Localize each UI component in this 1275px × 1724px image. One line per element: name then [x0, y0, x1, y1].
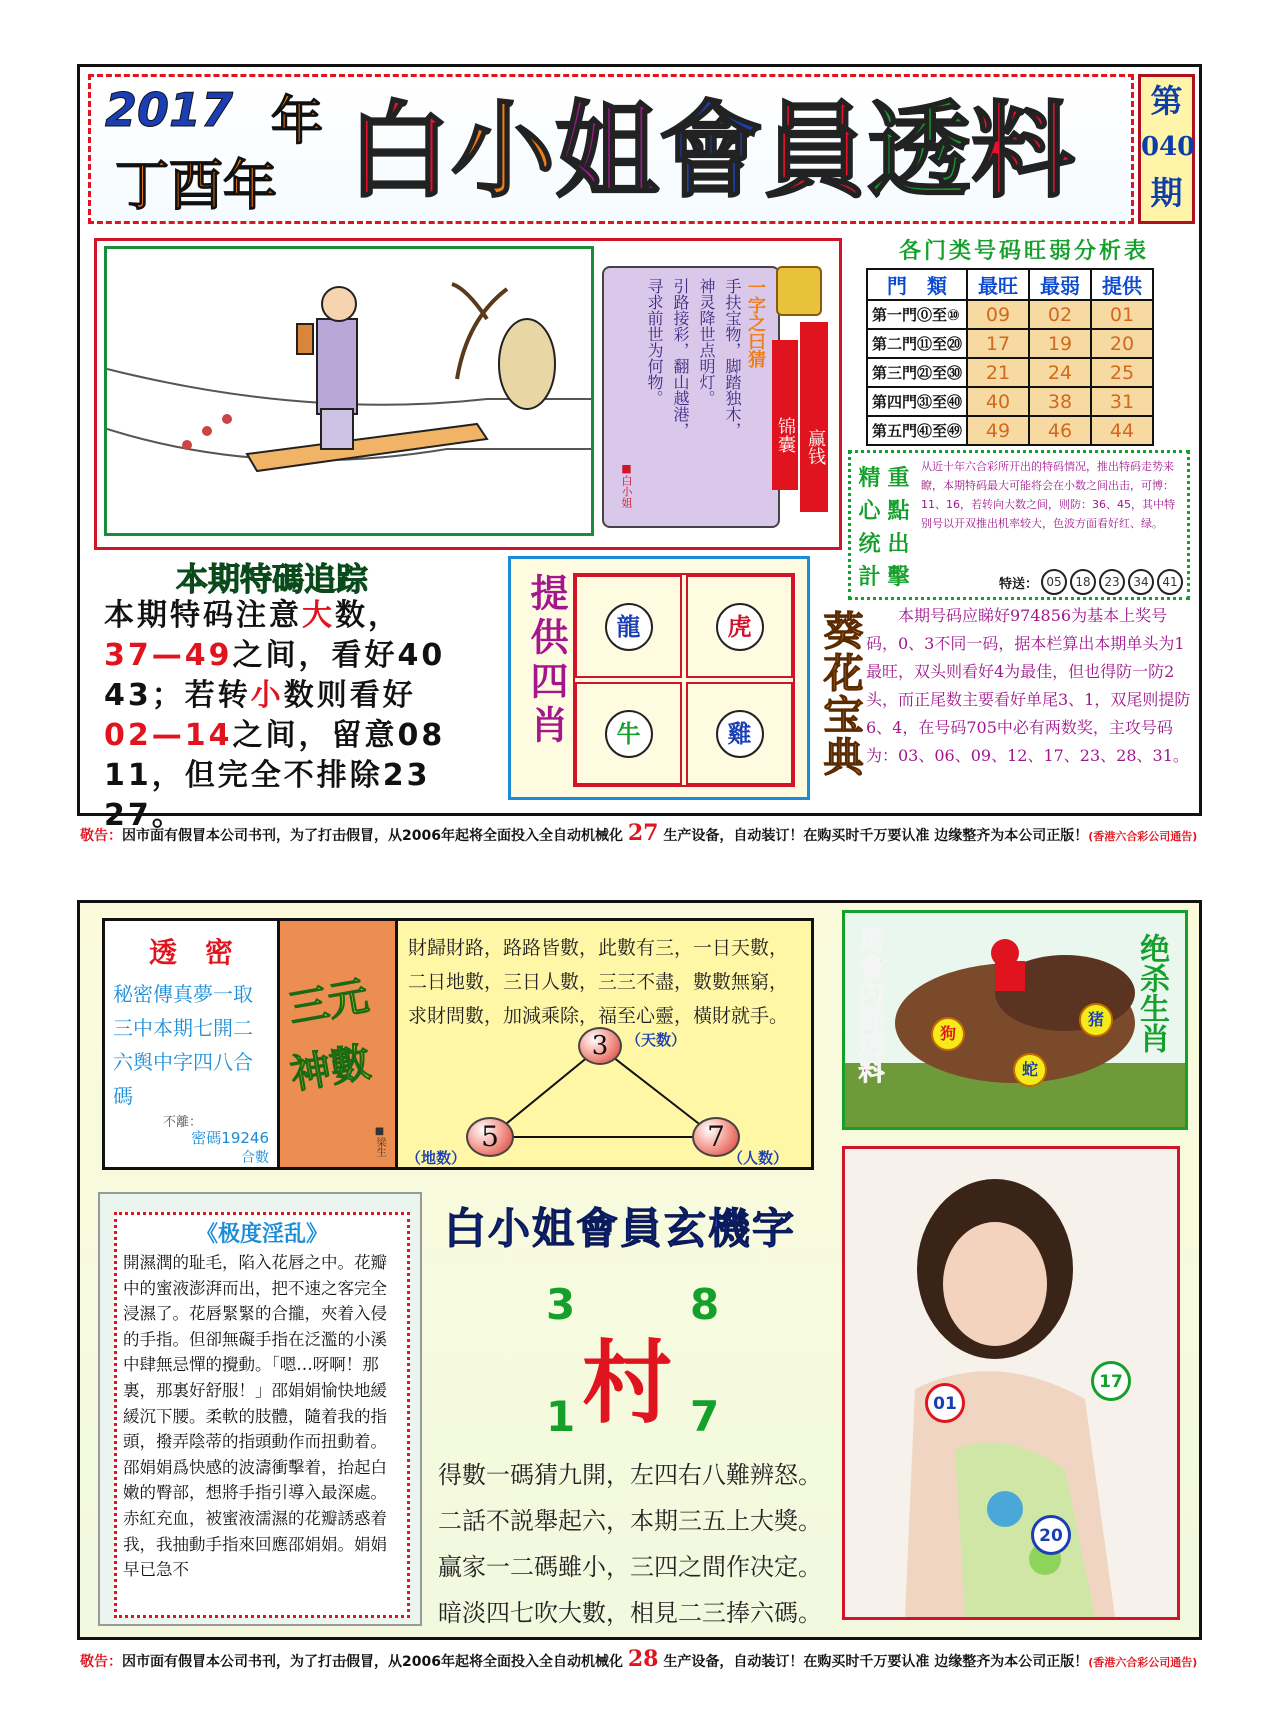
poem-line: 贏家一二碼雖小，三四之間作决定。 — [438, 1553, 822, 1581]
zodiac-cell — [686, 575, 793, 678]
warning-label: 敬告： — [80, 1654, 122, 1670]
special-numbers — [999, 569, 1183, 595]
warning-source: (香港六合彩公司通告) — [1088, 1656, 1198, 1669]
issue-prefix: 第 — [1150, 82, 1183, 120]
title-char: 員 — [763, 90, 868, 212]
odds-give: 44 — [1091, 416, 1153, 445]
odds-max: 21 — [967, 358, 1029, 387]
horse-box — [842, 910, 1188, 1130]
xuanji-char: 村 — [582, 1330, 672, 1436]
kuihua-text: 本期号码应睇好974856为基本上奖号码，0、3不同一码，据本栏算出本期单头为1最旺，双头则看好4为最佳，但也得防一防2头，而正尾数主要看好单尾3、1，双尾则提防6、4，在号码705中必有两数奖，主攻号码为：03、06、09、12、17、23、28、31。 — [866, 606, 1191, 765]
bag-label1: 锦囊 — [772, 340, 798, 490]
special-number: 18 — [1070, 569, 1096, 595]
special-number: 34 — [1128, 569, 1154, 595]
issue-badge — [1138, 74, 1195, 224]
horse-label-right: 绝杀生肖 — [1134, 933, 1169, 1053]
tracking-line — [104, 716, 514, 756]
toumi-note3: 合數 — [241, 1150, 269, 1166]
poem-column: 引路接彩，翻山越港， — [671, 278, 690, 438]
odds-give: 20 — [1091, 329, 1153, 358]
horse-label-left: 馬會內部透料 — [854, 927, 884, 1083]
toumi-line: 六舆中字四八合 — [113, 1050, 253, 1074]
di-label: （地数） — [406, 1149, 467, 1167]
tracking-seg: 大 — [302, 598, 335, 633]
warning-label: 敬告： — [80, 828, 122, 844]
side-char: 精 — [858, 466, 881, 491]
odds-give: 01 — [1091, 300, 1153, 329]
tracking-seg: 27。 — [104, 798, 185, 833]
sanyuan-author: ■梁生 — [374, 1126, 385, 1157]
xuanji-title: 白小姐會員玄機字 — [444, 1204, 797, 1253]
toumi-title: 透 密 — [148, 936, 233, 969]
tracking-line — [104, 676, 514, 716]
table-row — [867, 358, 1153, 387]
poem-line: 暗淡四七吹大數，相見二三捧六碼。 — [438, 1599, 822, 1627]
special-number: 41 — [1157, 569, 1183, 595]
photo-frame — [842, 1146, 1180, 1620]
tag-pig: 猪 — [1079, 1003, 1113, 1037]
poem-line: 二日地數，三日人數，三三不盡，數數無窮， — [408, 971, 789, 993]
special-number: 23 — [1099, 569, 1125, 595]
scroll-poem — [644, 278, 742, 518]
sanyuan-label2: 神數 — [287, 1039, 374, 1099]
zodiac-grid — [573, 573, 795, 787]
toumi-line: 秘密傳真夢一取 — [113, 982, 253, 1006]
warning-top — [80, 820, 1200, 846]
title-char: 會 — [659, 90, 764, 212]
xuanji-num-br: 7 — [690, 1392, 720, 1441]
poem-line: 二話不説舉起六，本期三五上大獎。 — [438, 1507, 822, 1535]
photo-tag: 17 — [1091, 1361, 1131, 1401]
odds-min: 38 — [1029, 387, 1091, 416]
poem-column: 神灵降世点明灯。 — [697, 278, 716, 406]
tag-dog: 狗 — [931, 1017, 965, 1051]
header-title — [347, 91, 1127, 211]
kuihua-label: 葵花宝典 — [817, 610, 864, 778]
photo-tag: 20 — [1031, 1515, 1071, 1555]
odds-max: 49 — [967, 416, 1029, 445]
odds-min: 24 — [1029, 358, 1091, 387]
special-label: 特送： — [999, 576, 1039, 592]
odds-max: 40 — [967, 387, 1029, 416]
odds-col-header: 最弱 — [1029, 269, 1091, 300]
title-char: 透 — [867, 90, 972, 212]
xuanji-num-bl: 1 — [546, 1392, 576, 1441]
odds-col-header: 提供 — [1091, 269, 1153, 300]
sanyuan-label1: 三元 — [285, 973, 372, 1033]
tracking-seg: 02—14 — [104, 718, 233, 753]
poem-column: 手扶宝物，脚踏独木， — [723, 278, 742, 438]
poem-column: 寻求前世为何物。 — [645, 278, 664, 406]
table-row — [867, 300, 1153, 329]
story-box — [114, 1212, 410, 1618]
warning-text: 因市面有假冒本公司书刊，为了打击假冒，从2006年起将全面投入全自动机械化 — [122, 1654, 623, 1670]
tracking-seg: 本期特码注意 — [104, 598, 302, 633]
tracking-text — [104, 596, 514, 836]
table-row — [867, 387, 1153, 416]
tian-ball: 3 — [578, 1027, 622, 1065]
odds-header-row — [867, 269, 1153, 300]
zodiac-rooster: 雞 — [716, 710, 764, 758]
tracking-seg: 之间，留意08 — [232, 718, 446, 753]
warning-text: 生产设备，自动装订！在购买时千万要认准 边缘整齐为本公司正版！ — [663, 1654, 1089, 1670]
zodiac-cell — [686, 682, 793, 785]
story-title: 《极度淫乱》 — [195, 1222, 328, 1247]
brocade-bag — [772, 266, 828, 506]
odds-min: 02 — [1029, 300, 1091, 329]
ren-label: （人数） — [728, 1149, 789, 1167]
tracking-line — [104, 596, 514, 636]
side-char: 出 — [887, 532, 910, 557]
side-char: 统 — [858, 532, 881, 557]
side-char: 重 — [887, 466, 910, 491]
tracking-seg: 小 — [250, 678, 284, 713]
toumi-note1: 不離： — [163, 1115, 203, 1130]
title-char: 料 — [971, 90, 1076, 212]
warning-text: 生产设备，自动装订！在购买时千万要认准 边缘整齐为本公司正版！ — [663, 828, 1089, 844]
odds-row-label: 第四門㉛至㊵ — [867, 387, 967, 416]
tian-label: （天数） — [626, 1031, 687, 1049]
toumi-note2: 密碼19246 — [191, 1129, 269, 1147]
jingxin-box — [848, 450, 1190, 600]
tracking-seg: 37—49 — [104, 638, 233, 673]
toumi-line: 三中本期七開二 — [113, 1016, 253, 1040]
toumi-text — [105, 971, 277, 1119]
issue-suffix: 期 — [1150, 174, 1183, 212]
di-ball: 5 — [466, 1117, 514, 1157]
odds-min: 46 — [1029, 416, 1091, 445]
page-number: 28 — [627, 1646, 659, 1672]
table-row — [867, 329, 1153, 358]
side-char: 擊 — [887, 565, 910, 590]
jingxin-text: 从近十年六合彩所开出的特码情况，推出特码走势来瞭，本期特码最大可能将会在小数之间出击，可博：11、16，若转向大数之间，则防：36、45，其中特别号以开双推出机率较大，色波方面看好红、绿。 — [921, 460, 1175, 530]
sanyuan-label-box — [280, 918, 398, 1170]
zodiac-cell — [575, 682, 682, 785]
bag-label2: 赢钱 — [800, 322, 828, 512]
header-year: 2017 — [105, 83, 234, 137]
poem-line: 得數一碼猜九開，左四右八難辨怒。 — [438, 1461, 822, 1489]
man-on-plank-illustration — [107, 249, 591, 533]
illustration-inner — [104, 246, 594, 536]
warning-source: (香港六合彩公司通告) — [1088, 830, 1198, 843]
side-char: 點 — [887, 499, 910, 524]
warning-bottom — [80, 1646, 1200, 1672]
odds-row-label: 第一門⓪至⑩ — [867, 300, 967, 329]
title-char: 姐 — [555, 90, 660, 212]
jingxin-side-label — [855, 461, 913, 591]
tracking-title: 本期特碼追踪 — [176, 560, 369, 598]
odds-give: 31 — [1091, 387, 1153, 416]
toumi-line: 碼 — [113, 1084, 133, 1108]
odds-row-label: 第五門㊶至㊾ — [867, 416, 967, 445]
odds-row-label: 第三門㉑至㉚ — [867, 358, 967, 387]
zodiac-dragon: 龍 — [605, 603, 653, 651]
photo-tag: 01 — [925, 1383, 965, 1423]
four-zodiac-label: 提供四肖 — [524, 573, 569, 749]
tracking-seg: 数， — [335, 598, 401, 633]
scroll-heading: 一字之曰猜 — [745, 278, 766, 368]
tracking-seg: 11，但完全不排除23 — [104, 758, 431, 793]
warning-text: 因市面有假冒本公司书刊，为了打击假冒，从2006年起将全面投入全自动机械化 — [122, 828, 623, 844]
title-char: 白 — [347, 90, 452, 212]
bag-top-icon — [776, 266, 822, 316]
xuanji-num-tl: 3 — [546, 1280, 576, 1329]
four-zodiac-box — [508, 556, 810, 800]
tracking-seg: 数则看好 — [283, 678, 416, 713]
side-char: 計 — [858, 565, 881, 590]
side-char: 心 — [858, 499, 881, 524]
story-text: 開濕潤的耻毛，陷入花唇之中。花瓣中的蜜液澎湃而出，把不速之客完全浸濕了。花唇緊緊的合攏，夾着入侵的手指。但卻無礙手指在泛濫的小溪中肆無忌憚的攪動。「嗯…呀啊！那裏，那裏好舒服！」邵娟娟愉快地緩緩沉下腰。柔軟的肢體，隨着我的指頭，撥弄陰蒂的指頭動作而扭動着。邵娟娟爲快感的波濤衝擊着，抬起白嫩的臀部，想將手指引導入最深處。赤紅充血，被蜜液濡濕的花瓣誘惑着我，我抽動手指來回應邵娟娟。娟娟早已急不 — [123, 1253, 387, 1580]
odds-col-header: 最旺 — [967, 269, 1029, 300]
zodiac-ox: 牛 — [605, 710, 653, 758]
title-char: 小 — [451, 90, 556, 212]
sanyuan-poem-box — [398, 918, 814, 1170]
poem-line: 求財問數，加減乘除，福至心靈，橫財就手。 — [408, 1005, 789, 1027]
odds-min: 19 — [1029, 329, 1091, 358]
header-ganzhi: 丁酉年 — [115, 154, 277, 217]
tracking-line — [104, 756, 514, 796]
odds-row-label: 第二門⑪至⑳ — [867, 329, 967, 358]
issue-number: 040 — [1141, 132, 1196, 162]
table-row — [867, 416, 1153, 445]
tracking-line — [104, 636, 514, 676]
odds-col-header: 門 類 — [867, 269, 967, 300]
zodiac-tiger: 虎 — [716, 603, 764, 651]
odds-table — [866, 268, 1154, 446]
special-number: 05 — [1041, 569, 1067, 595]
odds-max: 17 — [967, 329, 1029, 358]
header-year-char: 年 — [271, 92, 324, 152]
tracking-seg: 43；若转 — [104, 678, 251, 713]
ren-ball: 7 — [692, 1117, 740, 1157]
page-number: 27 — [627, 820, 659, 846]
zodiac-cell — [575, 575, 682, 678]
toumi-box — [102, 918, 280, 1170]
odds-table-wrap — [866, 268, 1154, 446]
scroll-author: ■白小姐 — [620, 462, 633, 508]
odds-give: 25 — [1091, 358, 1153, 387]
odds-max: 09 — [967, 300, 1029, 329]
odds-table-title: 各门类号码旺弱分析表 — [898, 239, 1149, 264]
header-banner — [88, 74, 1134, 224]
xuanji-poem — [438, 1452, 838, 1636]
tag-snake: 蛇 — [1013, 1053, 1047, 1087]
poem-line: 財歸財路，路路皆數，此數有三，一日天數， — [408, 937, 789, 959]
tracking-seg: 之间，看好40 — [232, 638, 446, 673]
poem-scroll — [602, 266, 780, 528]
xuanji-num-tr: 8 — [690, 1280, 720, 1329]
